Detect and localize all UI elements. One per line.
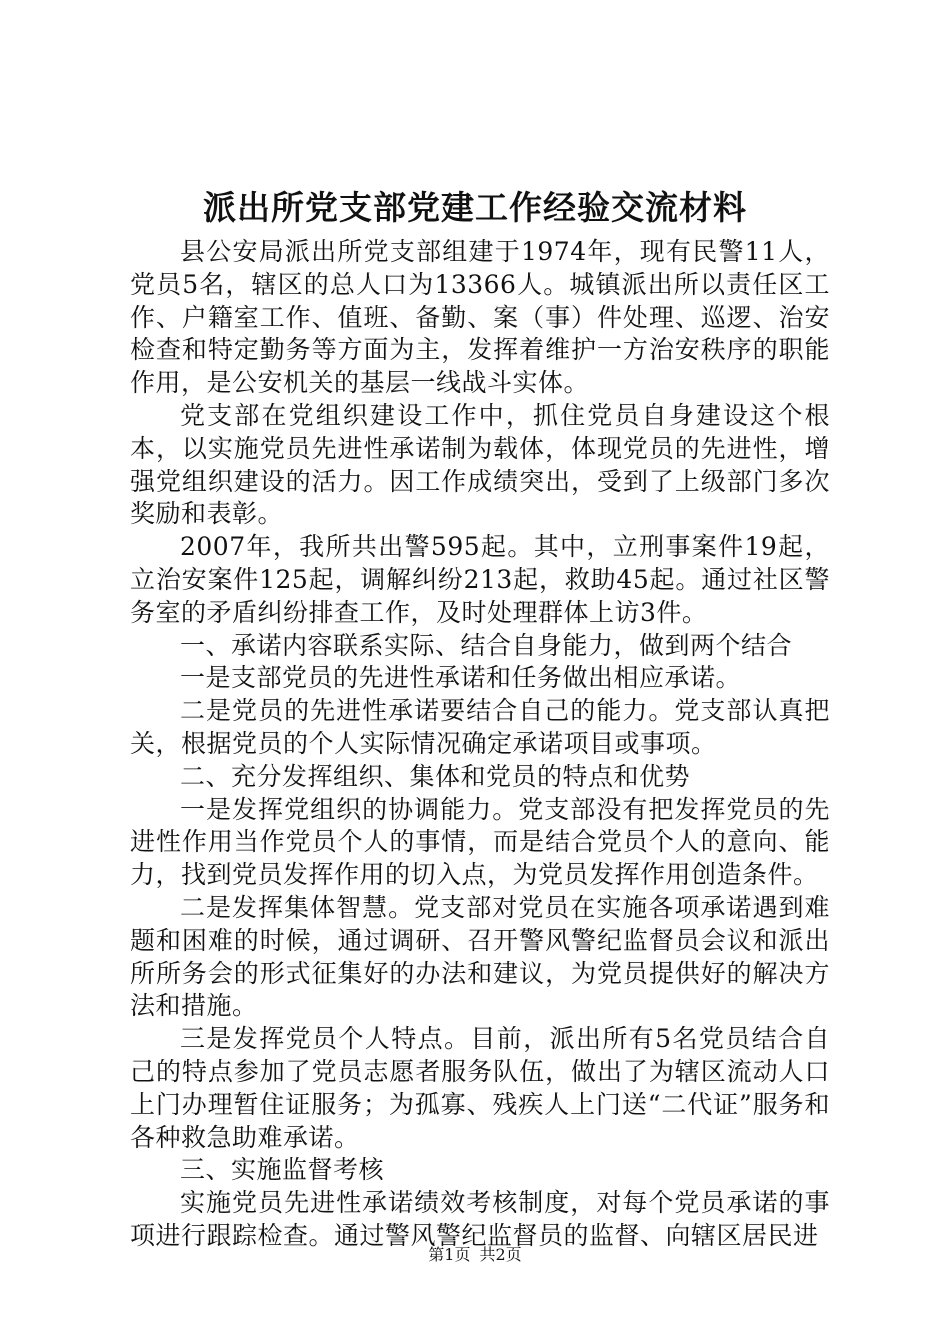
paragraph: 2007年，我所共出警595起。其中，立刑事案件19起，立治安案件125起，调解纠纷213起，救助45起。通过社区警务室的矛盾纠纷排查工作，及时处理群体上访3件。 [130,532,830,627]
section-heading: 二、充分发挥组织、集体和党员的特点和优势 [180,761,691,791]
section-heading: 一、承诺内容联系实际、结合自身能力，做到两个结合 [180,630,793,660]
paragraph: 一是支部党员的先进性承诺和任务做出相应承诺。 [180,663,742,693]
page-total: 共2页 [479,1245,522,1264]
section-heading: 三、实施监督考核 [180,1155,385,1185]
paragraph: 县公安局派出所党支部组建于1974年，现有民警11人，党员5名，辖区的总人口为13366人。城镇派出所以责任区工作、户籍室工作、值班、备勤、案（事）件处理、巡逻、治安检查和特定勤务等方面为主，发挥着维护一方治安秩序的职能作用，是公安机关的基层一线战斗实体。 [130,237,830,398]
document-title: 派出所党支部党建工作经验交流材料 [203,188,747,227]
page-footer [0,1244,950,1266]
paragraph: 二是党员的先进性承诺要结合自己的能力。党支部认真把关，根据党员的个人实际情况确定承诺项目或事项。 [130,696,830,758]
paragraph: 党支部在党组织建设工作中，抓住党员自身建设这个根本，以实施党员先进性承诺制为载体，体现党员的先进性，增强党组织建设的活力。因工作成绩突出，受到了上级部门多次奖励和表彰。 [130,400,830,529]
page-number: 第1页 [428,1245,471,1264]
document-body [130,236,830,1253]
paragraph: 一是发挥党组织的协调能力。党支部没有把发挥党员的先进性作用当作党员个人的事情，而是结合党员个人的意向、能力，找到党员发挥作用的切入点，为党员发挥作用创造条件。 [130,794,830,890]
paragraph: 实施党员先进性承诺绩效考核制度，对每个党员承诺的事项进行跟踪检查。通过警风警纪监督员的监督、向辖区居民进 [130,1188,830,1250]
paragraph: 二是发挥集体智慧。党支部对党员在实施各项承诺遇到难题和困难的时候，通过调研、召开警风警纪监督员会议和派出所所务会的形式征集好的办法和建议，为党员提供好的解决方法和措施。 [130,892,830,1021]
paragraph: 三是发挥党员个人特点。目前，派出所有5名党员结合自己的特点参加了党员志愿者服务队伍，做出了为辖区流动人口上门办理暂住证服务；为孤寡、残疾人上门送“二代证”服务和各种救急助难承诺。 [130,1024,830,1152]
